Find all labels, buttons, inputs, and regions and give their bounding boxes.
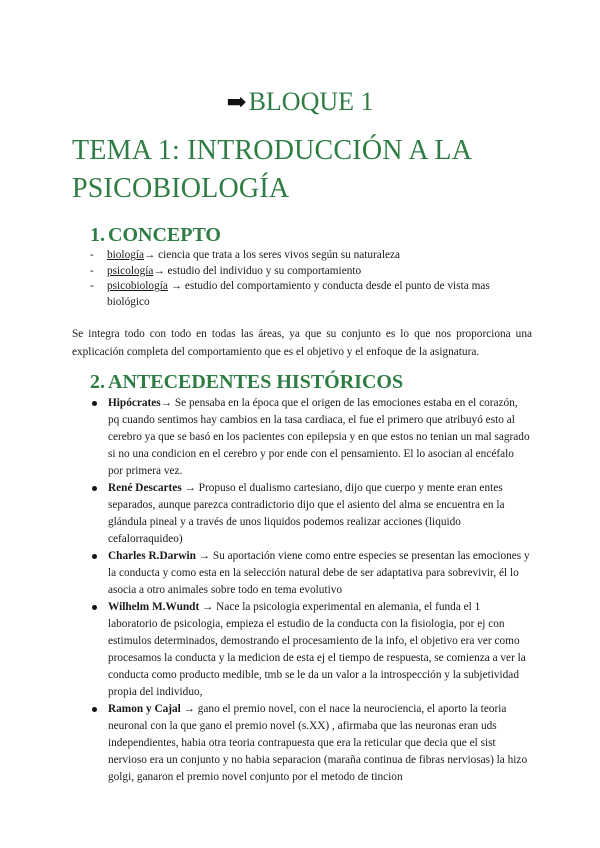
description: → Su aportación viene como entre especies se presentan las emociones y la conducta y como esta en la selección natural debe de ser adaptativa para sobrevivir, él lo asocia a otro animales sobre todo en tema evolutivo <box>108 550 530 596</box>
list-item <box>90 248 530 264</box>
history-list <box>90 395 530 786</box>
description: → Nace la psicologia experimental en alemania, el funda el 1 laboratorio de psicologia, empieza el estudio de la conducta con la fisiologia, por ej con estimulos determinados, demostrando el procesamiento de la info, el objetivo era ver como procesamos la conducta y la medicion de esta ej el tiempo de respuesta, se comienza a ver la conducta como producto medible, tmb se le da un valor a la introspección y la subjetividad propia del individuo, <box>108 601 526 698</box>
person-name: René Descartes <box>108 482 182 494</box>
person-name: Wilhelm M.Wundt <box>108 601 200 613</box>
description: → gano el premio novel, con el nace la neurociencia, el aporto la teoria neuronal con la que gano el premio novel (s.XX) , afirmaba que las neuronas eran uds independientes, habia otra teoria contrapuesta que era la reticular que decia que el sist nervioso era un conjunto y no habia separacion (maraña continua de fibras nerviosas) la hizo golgi, ganaron el premio novel conjunto por el metodo de tincion <box>108 703 528 783</box>
list-item <box>90 701 530 786</box>
tema-title: TEMA 1: INTRODUCCIÓN A LA PSICOBIOLOGÍA <box>72 135 471 204</box>
list-item <box>90 480 530 548</box>
description: → Propuso el dualismo cartesiano, dijo que cuerpo y mente eran entes separados, aunque parezca contradictorio dijo que el asiento del alma se encuentra en la glándula pineal y a través de unos liquidos podemos realizar acciones (liquido cefalorraquideo) <box>108 482 505 545</box>
definition: estudio del comportamiento y conducta desde el punto de vista mas biológico <box>107 280 490 308</box>
arrow: → <box>153 264 165 277</box>
bullet-dot <box>92 707 97 712</box>
description: → Se pensaba en la época que el origen de las emociones estaba en el corazón, pq cuando sentimos hay cambios en la tasa cardiaca, el fue el primero que atribuyó esto al cerebro ya que se basó en los pacientes con epilepsia y en que estos no tenian un mal sagrado si no una condicion en el cerebro y por ende con el pensamiento. El lo asocian al encéfalo por primera vez. <box>108 397 530 477</box>
section-title: CONCEPTO <box>108 224 221 246</box>
intro-paragraph: Se integra todo con todo en todas las áreas, ya que su conjunto es lo que nos proporciona una explicación completa del comportamiento que es el objetivo y el enfoque de la asignatura. <box>72 328 532 358</box>
section-number: 1. <box>90 224 105 246</box>
term: psicobiología <box>107 280 168 292</box>
list-item <box>90 599 530 701</box>
term: psicología <box>107 264 154 277</box>
person-name: Hipócrates <box>108 397 161 409</box>
bullet-dot <box>92 401 97 406</box>
section-number: 2. <box>90 371 105 393</box>
right-arrow-icon: ➡ <box>226 90 247 116</box>
person-name: Ramon y Cajal <box>108 703 181 715</box>
definition: ciencia que trata a los seres vivos según su naturaleza <box>155 249 400 261</box>
dash-bullet: - <box>90 264 94 277</box>
definition: estudio del individuo y su comportamiento <box>164 264 362 277</box>
arrow: → <box>144 249 156 261</box>
list-item <box>90 395 530 480</box>
list-item <box>90 279 530 310</box>
bloque-heading <box>0 86 600 119</box>
arrow: → <box>167 280 182 292</box>
bullet-dot <box>92 486 97 491</box>
list-item <box>90 264 530 280</box>
section-title: ANTECEDENTES HISTÓRICOS <box>108 371 404 393</box>
bullet-dot <box>92 554 97 559</box>
bullet-dot <box>92 605 97 610</box>
dash-bullet: - <box>90 249 94 261</box>
list-item <box>90 548 530 599</box>
concept-list <box>90 248 530 310</box>
person-name: Charles R.Darwin <box>108 550 196 562</box>
term: biología <box>107 249 145 261</box>
bloque-title: BLOQUE 1 <box>248 87 374 116</box>
section-antecedentes-heading <box>90 369 403 395</box>
section-concepto-heading <box>90 222 221 248</box>
dash-bullet: - <box>90 280 94 292</box>
